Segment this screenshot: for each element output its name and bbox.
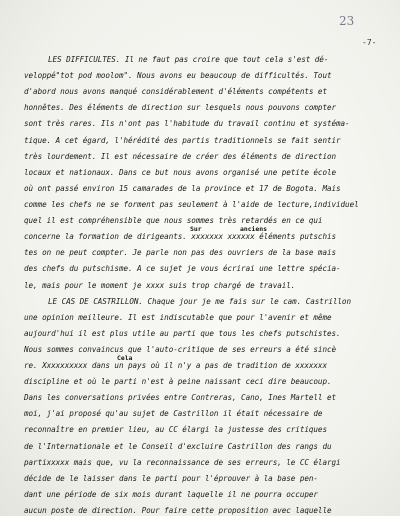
typed-folio-number: -7- [362,38,377,47]
text-line: locaux et nationaux. Dans ce but nous avons organisé une petite école [24,167,337,177]
text-line: Nous sommes convaincus que l'auto-critique de ses erreurs a été sincè [24,344,337,354]
text-line: tique. A cet égard, l'hérédité des partis traditionnels se fait sentir [24,135,341,145]
text-line: partixxxxx mais que, vu la reconnaissance de ses erreurs, le CC élargi [24,457,341,467]
text-line: honnêtes. Des éléments de direction sur lesquels nous pouvons compter [24,103,337,113]
text-line: moi, j'ai proposé qu'au sujet de Castrillon il était nécessaire de [24,409,323,419]
text-line: très lourdement. Il est nécessaire de créer des éléments de direction [24,151,337,161]
handwritten-insertion: anciens [240,225,267,234]
handwritten-page-number: 23 [339,14,355,28]
text-line: LES DIFFICULTES. Il ne faut pas croire que tout cela s'est dé- [48,55,329,64]
text-line: de l'Internationale et le Conseil d'excluire Castrillon des rangs du [24,441,332,451]
text-line: concerne la formation de dirigeants. xxxxxxx xxxxxx éléments putschis [24,232,337,242]
text-line: sont très rares. Ils n'ont pas l'habitude du travail continu et systéma- [24,119,350,129]
handwritten-insertion: Cela [117,354,133,363]
text-line: discipline et où le parti n'est à peine naissant ceci dire beaucoup. [24,377,332,387]
text-line: veloppé"tot pod moolom". Nous avons eu beaucoup de difficultés. Tout [24,71,332,81]
text-line: comme les chefs ne se forment pas seulement à l'aide de lecture,individuel [24,199,359,209]
text-line: Dans les conversations privées entre Contreras, Cano, Ines Martell et [24,393,337,403]
text-line: où ont passé environ 15 camarades de la province et 17 de Bogota. Mais [24,183,341,193]
text-line: aucun poste de direction. Pour faire cette proposition avec laquelle [24,506,332,515]
text-line: reconnaître en premier lieu, au CC élargi la justesse des critiques [24,425,327,435]
text-line: LE CAS DE CASTRILLON. Chaque jour je me fais sur le cam. Castrillon [48,296,351,306]
text-line: une opinion meilleure. Il est indiscutable que pour l'avenir et même [24,312,332,322]
text-line: quel il est compréhensible que nous sommes très retardés en ce qui [24,216,323,226]
handwritten-insertion: Sur [190,225,202,234]
text-line: dant une période de six mois durant laquelle il ne pourra occuper [24,489,318,499]
text-line: décide de le laisser dans le parti pour l'éprouver à la base pen- [24,473,318,483]
text-line: d'abord nous avons manqué considérablement d'éléments compétents et [24,87,327,97]
text-line: re. Xxxxxxxxxx dans un pays où il n'y a pas de tradition de xxxxxxx [24,361,327,371]
text-line: aujourd'hui il est plus utile au parti que tous les chefs putschistes. [24,328,341,338]
text-line: le, mais pour le moment je xxxx suis trop chargé de travail. [24,280,296,290]
text-line: tes on ne peut compter. Je parle non pas des ouvriers de la base mais [24,248,337,258]
text-line: des chefs du putschisme. A ce sujet je vous écrirai une lettre spécia- [24,264,341,274]
